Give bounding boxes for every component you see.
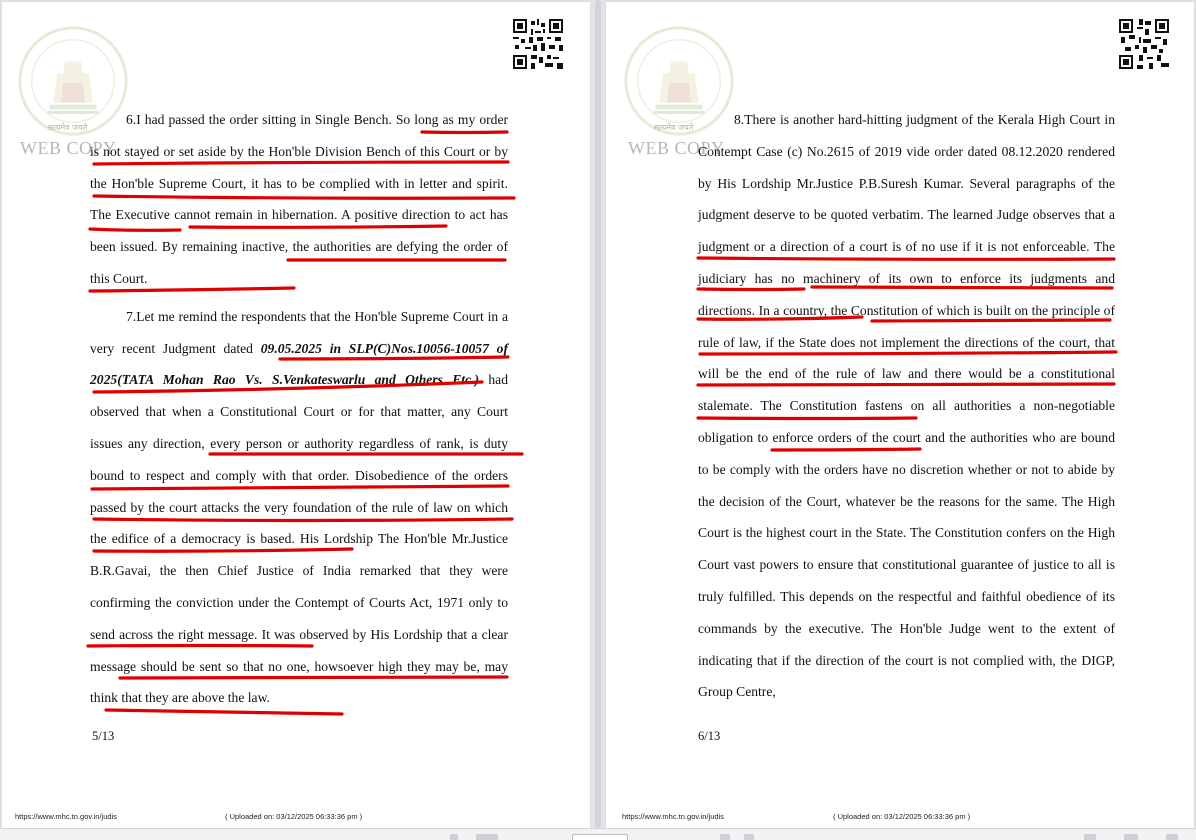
paragraph-7-body: had observed that when a Constitutional Court or for that matter, any Court issues any direction, every person or authority regardless of rank, is duty bound to respect and comply with that order. Disobedience of the orders passed by the court attacks the very foundation of the rule of law on which the edifice of a democracy is based. His Lordship The Hon'ble Mr.Justice B.R.Gavai, the then Chief Justice of India remarked that they were confirming the conviction under the Contempt of Courts Act, 1971 only to send across the right message. It was observed by His Lordship that a clear message should be sent so that no one, howsoever high they may be, may think that they are above the law. [90, 372, 508, 706]
footer-link[interactable]: https://www.mhc.tn.gov.in/judis [622, 812, 724, 821]
watermark-text: WEB COPY [628, 138, 725, 158]
more-options-icon[interactable] [1166, 834, 1178, 840]
footer-upload-stamp: ( Uploaded on: 03/12/2025 06:33:36 pm ) [833, 812, 971, 821]
pdf-page-5 [2, 2, 590, 828]
hand-tool-icon[interactable] [450, 834, 458, 840]
viewer-toolbar [0, 828, 1196, 840]
pdf-page-6 [606, 2, 1194, 828]
zoom-field[interactable] [572, 834, 628, 840]
paragraph-7 [90, 301, 508, 714]
rotate-icon[interactable] [744, 834, 754, 840]
fit-page-icon[interactable] [720, 834, 730, 840]
select-tool-icon[interactable] [476, 834, 498, 840]
paragraph-7-intro: 7.Let me remind the respondents that the Hon'ble Supreme Court in a very recent Judgment dated [90, 308, 508, 356]
print-icon[interactable] [1084, 834, 1096, 840]
footer-link[interactable]: https://www.mhc.tn.gov.in/judis [15, 812, 117, 821]
qr-code-icon [1119, 19, 1169, 69]
paragraph-6: 6.I had passed the order sitting in Single Bench. So long as my order is not stayed or set aside by the Hon'ble Division Bench of this Court or by the Hon'ble Supreme Court, it has to be complied with in letter and spirit. The Executive cannot remain in hibernation. A positive direction to act has been issued. By remaining inactive, the authorities are defying the order of this Court. [90, 112, 508, 286]
emblem-motto: सत्यमेव जयते [48, 123, 88, 132]
emblem-motto: सत्यमेव जयते [654, 123, 694, 132]
watermark-text: WEB COPY [20, 138, 117, 158]
page-number: 5/13 [92, 729, 115, 743]
footer-upload-stamp: ( Uploaded on: 03/12/2025 06:33:36 pm ) [225, 812, 363, 821]
judgment-body [90, 104, 508, 714]
case-citation: 09.05.2025 in SLP(C)Nos.10056-10057 of 2025(TATA Mohan Rao Vs. S.Venkateswarlu and Others Etc.) [90, 340, 508, 388]
download-icon[interactable] [1124, 834, 1138, 840]
page-number: 6/13 [698, 729, 721, 743]
qr-code-icon [513, 19, 563, 69]
judgment-body [698, 104, 1115, 708]
paragraph-8: 8.There is another hard-hitting judgment of the Kerala High Court in Contempt Case (c) No.2615 of 2019 vide order dated 08.12.2020 rendered by His Lordship Mr.Justice P.B.Suresh Kumar. Several paragraphs of the judgment deserve to be quoted verbatim. The learned Judge observes that a judgment or a direction of a court is of no use if it is not enforceable. The judiciary has no machinery of its own to enforce its judgments and directions. In a country, the Constitution of which is built on the principle of rule of law, if the State does not implement the directions of the court, that will be the end of the rule of law and there would be a constitutional stalemate. The Constitution fastens on all authorities a non-negotiable obligation to enforce orders of the court and the authorities who are bound to be comply with the orders have no discretion whether or not to abide by the decision of the Court, whatever be the reasons for the same. The High Court is the highest court in the State. The Constitution confers on the High Court vast powers to ensure that constitutional guarantee of justice to all is truly fulfilled. This depends on the respectful and faithful obedience of its commands by the executive. The Hon'ble Judge went to the extent of indicating that if the direction of the court is not complied with, the DIGP, Group Centre, [698, 112, 1115, 700]
scrollbar[interactable] [595, 0, 601, 828]
